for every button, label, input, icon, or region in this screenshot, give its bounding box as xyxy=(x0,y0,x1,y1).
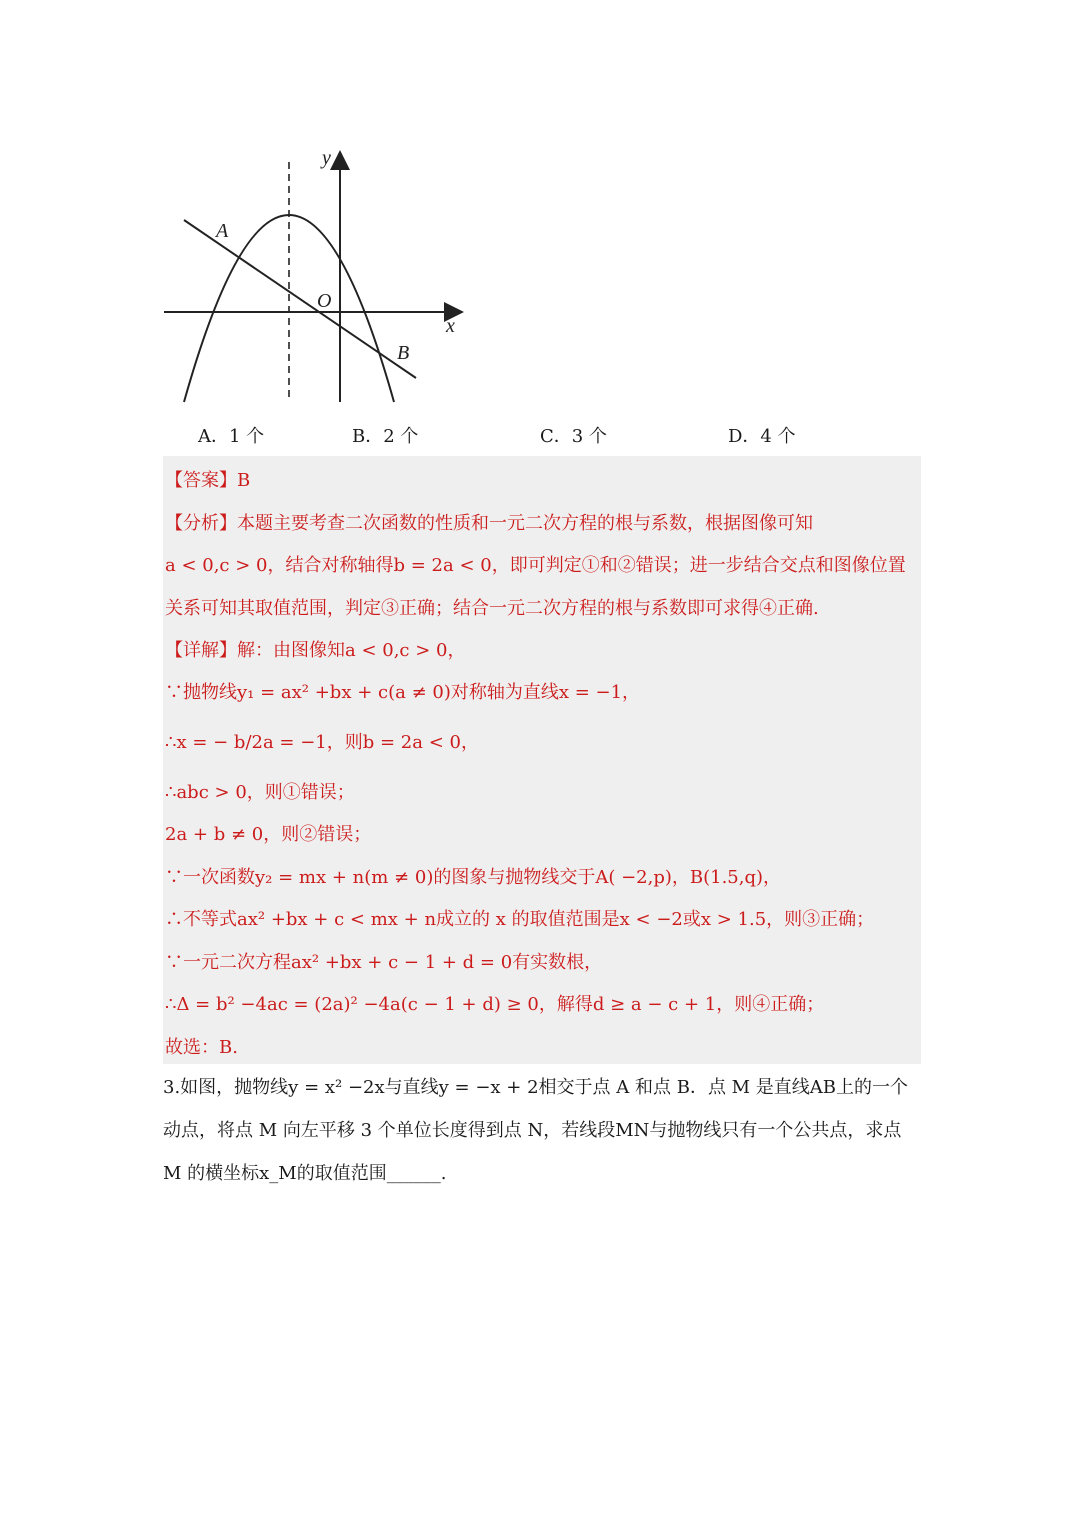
question-3-line-1: 3.如图，抛物线y = x² −2x与直线y = −x + 2相交于点 A 和点 B．点 M 是直线AB上的一个 xyxy=(163,1077,909,1098)
answer-options xyxy=(0,422,1080,452)
label-point-a: A xyxy=(216,220,229,242)
label-origin: O xyxy=(317,290,332,312)
label-y: y xyxy=(322,147,331,169)
option-a: A．1 个 xyxy=(198,426,265,447)
option-d: D．4 个 xyxy=(728,426,796,447)
solution-panel xyxy=(163,456,921,1064)
detail-line-3: ∴x = − b/2a = −1，则b = 2a < 0， xyxy=(165,732,479,753)
conclusion-line: 故选：B. xyxy=(165,1037,238,1058)
detail-line-2: ∵抛物线y₁ = ax² +bx + c(a ≠ 0)对称轴为直线x = −1， xyxy=(165,682,641,703)
answer-line: 【答案】B xyxy=(165,470,251,491)
label-point-b: B xyxy=(397,342,410,364)
analysis-line-1: 【分析】本题主要考查二次函数的性质和一元二次方程的根与系数，根据图像可知 xyxy=(165,513,813,534)
analysis-line-3: 关系可知其取值范围，判定③正确；结合一元二次方程的根与系数即可求得④正确. xyxy=(165,598,819,619)
option-c: C．3 个 xyxy=(540,426,607,447)
question-3-line-2: 动点，将点 M 向左平移 3 个单位长度得到点 N，若线段MN与抛物线只有一个公共点，求点 xyxy=(163,1120,902,1141)
detail-line-5: 2a + b ≠ 0，则②错误； xyxy=(165,824,372,845)
detail-line-8: ∵一元二次方程ax² +bx + c − 1 + d = 0有实数根， xyxy=(165,952,603,973)
detail-line-7: ∴不等式ax² +bx + c < mx + n成立的 x 的取值范围是x < −2或x > 1.5，则③正确； xyxy=(165,909,875,930)
detail-line-6: ∵一次函数y₂ = mx + n(m ≠ 0)的图象与抛物线交于A( −2,p)，B(1.5,q)， xyxy=(165,867,782,888)
analysis-line-2: a < 0,c > 0，结合对称轴得b = 2a < 0，即可判定①和②错误；进一步结合交点和图像位置 xyxy=(165,555,906,576)
question-3-line-3: M 的横坐标x_M的取值范围______. xyxy=(163,1163,447,1184)
option-b: B．2 个 xyxy=(352,426,419,447)
function-graph xyxy=(150,140,480,410)
detail-line-4: ∴abc > 0，则①错误； xyxy=(165,782,355,803)
label-x: x xyxy=(446,315,455,337)
detail-line-1: 【详解】解：由图像知a < 0,c > 0， xyxy=(165,640,466,661)
graph-svg xyxy=(150,140,480,410)
detail-line-9: ∴Δ = b² −4ac = (2a)² −4a(c − 1 + d) ≥ 0，解得d ≥ a − c + 1，则④正确； xyxy=(165,994,825,1015)
